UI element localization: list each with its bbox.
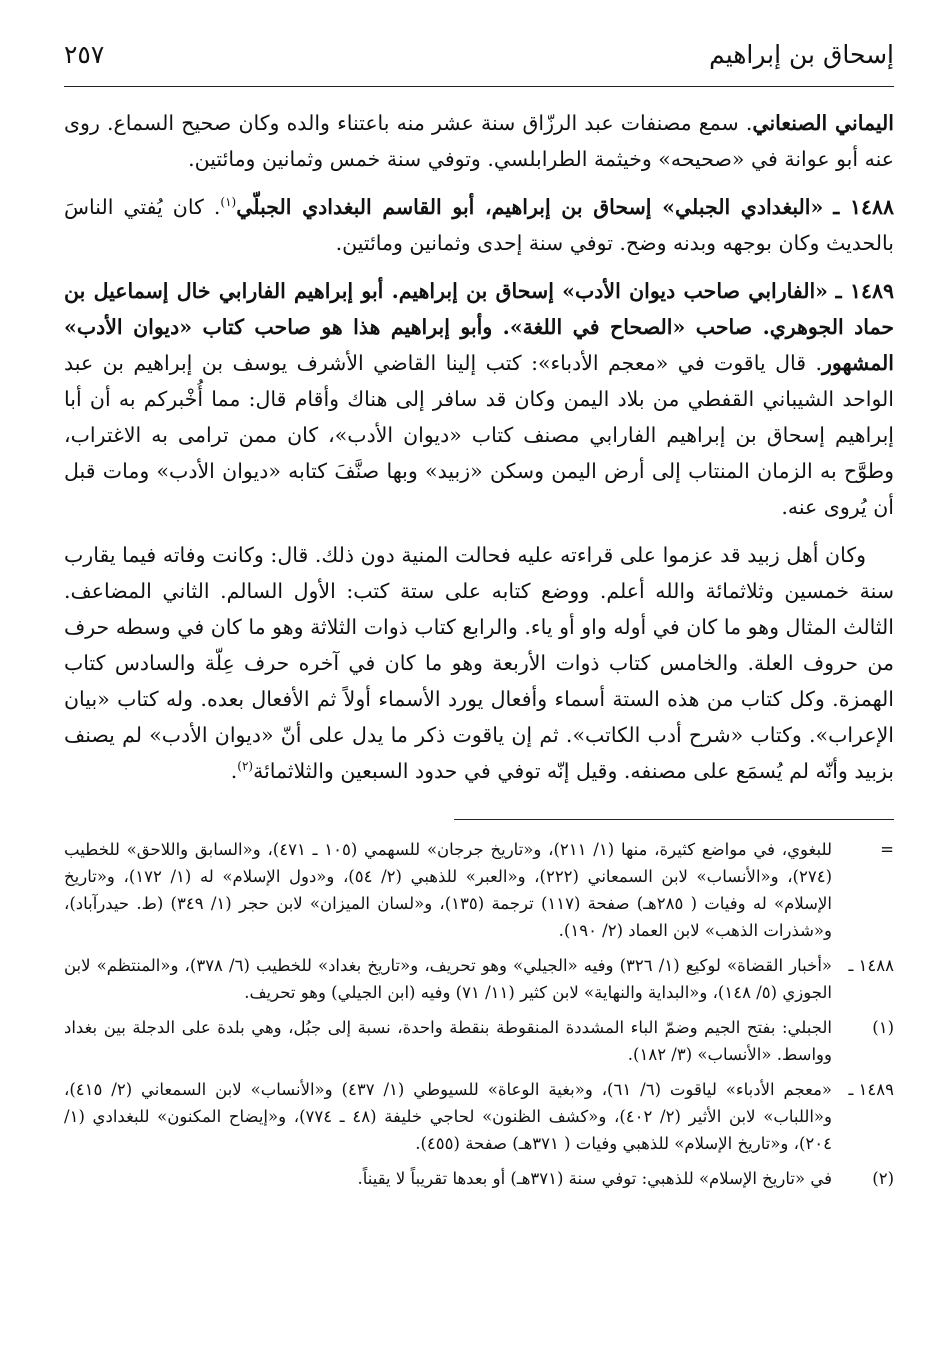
- bold-text: اليماني الصنعاني: [752, 111, 894, 135]
- entry-heading: «الفارابي صاحب ديوان الأدب» إسحاق بن إبراهيم. أبو إبراهيم الفارابي خال إسماعيل بن حماد الجوهري. صاحب «الصحاح في اللغة». وأبو إبراهيم هذا هو صاحب كتاب «ديوان الأدب» المشهور: [64, 279, 894, 375]
- book-page: [64, 28, 894, 1348]
- footnote-separator: [454, 819, 894, 820]
- body-text: . كان يُفتي الناسَ بالحديث وكان بوجهه وبدنه وضح. توفي سنة إحدى وثمانين ومائتين.: [64, 195, 894, 255]
- footnote-text: الجبلي: بفتح الجيم وضمّ الباء المشددة المنقوطة بنقطة واحدة، نسبة إلى جبُل، وهي بلدة على الدجلة بين بغداد وواسط. «الأنساب» (٣/ ١٨٢).: [64, 1018, 832, 1064]
- footnote-text: «أخبار القضاة» لوكيع (١/ ٣٢٦) وفيه «الجيلي» وهو تحريف، و«تاريخ بغداد» للخطيب (٦/ ٣٧٨)، و«المنتظم» لابن الجوزي (٥/ ١٤٨)، و«البداية والنهاية» لابن كثير (١١/ ٧١) وفيه (ابن الجيلي) وهو تحريف.: [64, 956, 832, 1002]
- entry-number: ١٤٨٩ ـ: [835, 279, 894, 303]
- paragraph: [64, 537, 894, 789]
- footnote-marker: (١): [872, 1018, 894, 1037]
- footnote-ref[interactable]: (١): [220, 195, 237, 210]
- entry-heading: «البغدادي الجبلي» إسحاق بن إبراهيم، أبو القاسم البغدادي الجبلّي: [236, 195, 824, 219]
- footnote: [64, 1014, 894, 1068]
- entry-number: ١٤٨٨ ـ: [833, 195, 894, 219]
- footnote-text: في «تاريخ الإسلام» للذهبي: توفي سنة (٣٧١هـ) أو بعدها تقريباً لا يقيناً.: [357, 1169, 832, 1188]
- body-text-end: .: [230, 759, 238, 783]
- page-number: ٢٥٧: [64, 40, 105, 69]
- running-title: إسحاق بن إبراهيم: [709, 40, 894, 69]
- body-text: . قال ياقوت في «معجم الأدباء»: كتب إلينا القاضي الأشرف يوسف بن إبراهيم بن عبد الواحد الشيباني القفطي من بلاد اليمن وكان قد سافر إلى هناك وأقام قال: مما أُخْبركم به أن أبا إبراهيم إسحاق بن إبراهيم الفارابي مصنف كتاب «ديوان الأدب»، كان ممن ترامى به الاغتراب، وطوَّح به الزمان المنتاب إلى أرض اليمن وسكن «زبيد» وبها صنَّفَ كتابه «ديوان الأدب» ومات قبل أن يُروى عنه.: [64, 351, 894, 519]
- entry-1489: [64, 273, 894, 525]
- footnote-marker: ١٤٨٨ ـ: [848, 956, 894, 975]
- footnote: [64, 836, 894, 944]
- footnote: [64, 952, 894, 1006]
- footnote-text: للبغوي، في مواضع كثيرة، منها (١/ ٢١١)، و«تاريخ جرجان» للسهمي (١٠٥ ـ ٤٧١)، و«السابق واللاحق» للخطيب (٢٧٤)، و«الأنساب» لابن السمعاني (٢٢٢)، و«العبر» للذهبي (٢/ ٥٤)، و«دول الإسلام» له (١/ ١٧٢)، و«تاريخ الإسلام» له وفيات ( ٢٨٥هـ) صفحة (١١٧) ترجمة (١٣٥)، و«لسان الميزان» لابن حجر (١/ ٣٤٩) (ط. حيدرآباد)، و«شذرات الذهب» لابن العماد (٢/ ١٩٠).: [64, 840, 832, 940]
- footnote-marker: (٢): [872, 1169, 894, 1188]
- page-header: [64, 28, 894, 87]
- footnote-text: «معجم الأدباء» لياقوت (٦/ ٦١)، و«بغية الوعاة» للسيوطي (١/ ٤٣٧) و«الأنساب» لابن السمعاني (٢/ ٤١٥)، و«اللباب» لابن الأثير (٢/ ٤٠٢)، و«كشف الظنون» لحاجي خليفة (٤٨ ـ ٧٧٤)، و«إيضاح المكنون» للبغدادي (١/ ٢٠٤)، و«تاريخ الإسلام» للذهبي وفيات ( ٣٧١هـ) صفحة (٤٥٥).: [64, 1080, 833, 1153]
- body-text: وكان أهل زبيد قد عزموا على قراءته عليه فحالت المنية دون ذلك. قال: وكانت وفاته فيما يقارب سنة خمسين وثلاثمائة والله أعلم. ووضع كتابه على ستة كتب: الأول السالم. الثاني المضاعف. الثالث المثال وهو ما كان في أوله واو أو ياء. والرابع كتاب ذوات الثلاثة وهو ما كان في وسطه حرف من حروف العلة. والخامس كتاب ذوات الأربعة وهو ما كان في آخره حرف عِلّة والسادس كتاب الهمزة. وكل كتاب من هذه الستة أسماء وأفعال يورد الأسماء أولاً ثم الأفعال بعده. وله كتاب «بيان الإعراب». وكتاب «شرح أدب الكاتب». ثم إن ياقوت ذكر ما يدل على أنّ «ديوان الأدب» لم يصنف بزبيد وأنّه لم يُسمَع على مصنفه. وقيل إنّه توفي في حدود السبعين والثلاثمائة: [64, 543, 894, 783]
- main-text: [64, 105, 894, 789]
- footnote: [64, 1076, 894, 1157]
- paragraph-continuation: [64, 105, 894, 177]
- body-text: . سمع مصنفات عبد الرزّاق سنة عشر منه باعتناء والده وكان صحيح السماع. روى عنه أبو عوانة في «صحيحه» وخيثمة الطرابلسي. وتوفي سنة خمس وثمانين ومائتين.: [64, 111, 894, 171]
- footnote-marker: =: [880, 840, 894, 859]
- footnote-marker: ١٤٨٩ ـ: [848, 1080, 894, 1099]
- entry-1488: [64, 189, 894, 261]
- footnote-ref[interactable]: (٢): [237, 759, 254, 774]
- footnotes: [64, 836, 894, 1192]
- footnote: [64, 1165, 894, 1192]
